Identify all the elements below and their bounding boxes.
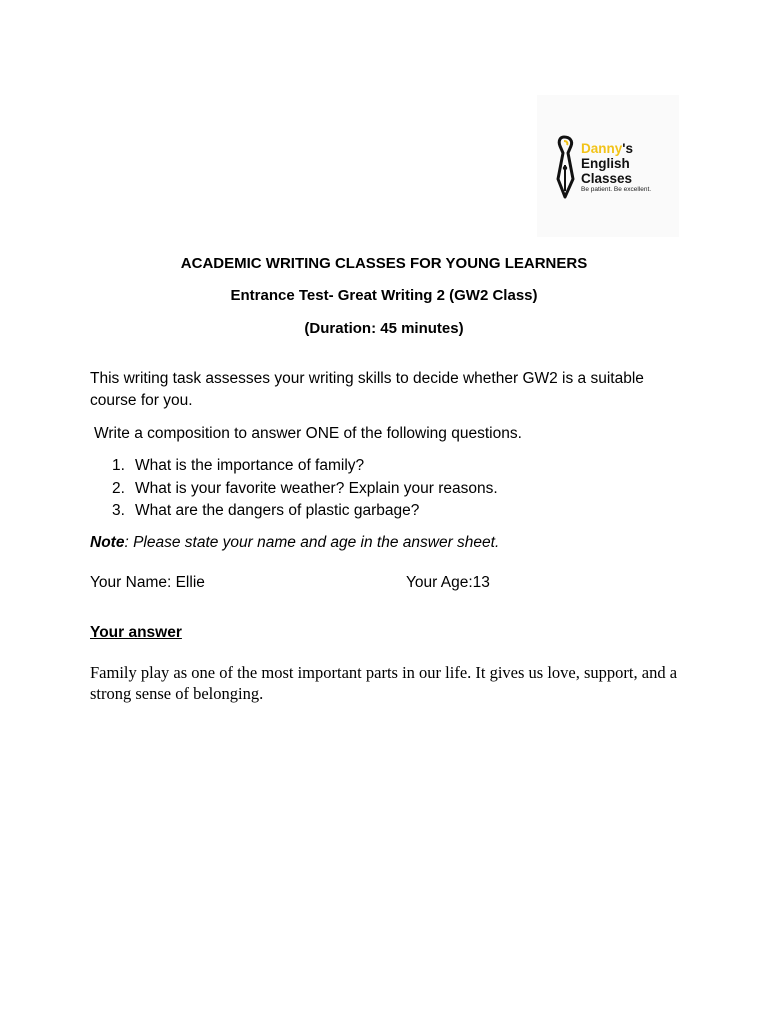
- logo-brand-suffix: 's: [622, 141, 633, 156]
- question-text: What are the dangers of plastic garbage?: [135, 502, 420, 519]
- note-text: : Please state your name and age in the answer sheet.: [124, 534, 500, 551]
- question-item: [90, 478, 690, 501]
- question-number: 2.: [112, 479, 125, 497]
- answer-heading: Your answer: [90, 624, 182, 641]
- logo-wordmark: [581, 141, 633, 186]
- test-duration: (Duration: 45 minutes): [304, 320, 464, 337]
- student-age-row: [406, 572, 490, 594]
- logo-brand-highlight: Danny: [581, 141, 623, 156]
- question-text: What is your favorite weather? Explain your reasons.: [135, 479, 498, 497]
- document-title: ACADEMIC WRITING CLASSES FOR YOUNG LEARNERS: [180, 255, 588, 272]
- logo-line-classes: Classes: [581, 171, 633, 186]
- question-list: [90, 455, 690, 523]
- intro-paragraph: This writing task assesses your writing skills to decide whether GW2 is a suitable course for you.: [90, 370, 644, 409]
- name-label: Your Name:: [90, 574, 172, 591]
- note-label: Note: [90, 534, 125, 551]
- instruction-paragraph: Write a composition to answer ONE of the following questions.: [94, 425, 522, 442]
- age-label: Your Age:: [406, 574, 473, 591]
- question-number: 1.: [112, 457, 125, 474]
- pen-nib-icon: [555, 135, 577, 199]
- question-number: 3.: [112, 502, 125, 519]
- logo-tagline: Be patient. Be excellent.: [581, 186, 652, 193]
- question-item: [90, 500, 690, 523]
- danny-english-classes-logo: [537, 95, 679, 237]
- age-value: 13: [472, 574, 490, 591]
- name-value: Ellie: [175, 574, 205, 591]
- answer-paragraph: Family play as one of the most important parts in our life. It gives us love, support, and a strong sense of belonging.: [90, 663, 678, 703]
- logo-line-english: English: [581, 156, 630, 171]
- student-name-row: [90, 572, 205, 594]
- note-line: [90, 532, 499, 554]
- document-subtitle: Entrance Test- Great Writing 2 (GW2 Class): [230, 287, 538, 304]
- question-item: [90, 455, 690, 478]
- question-text: What is the importance of family?: [135, 457, 365, 474]
